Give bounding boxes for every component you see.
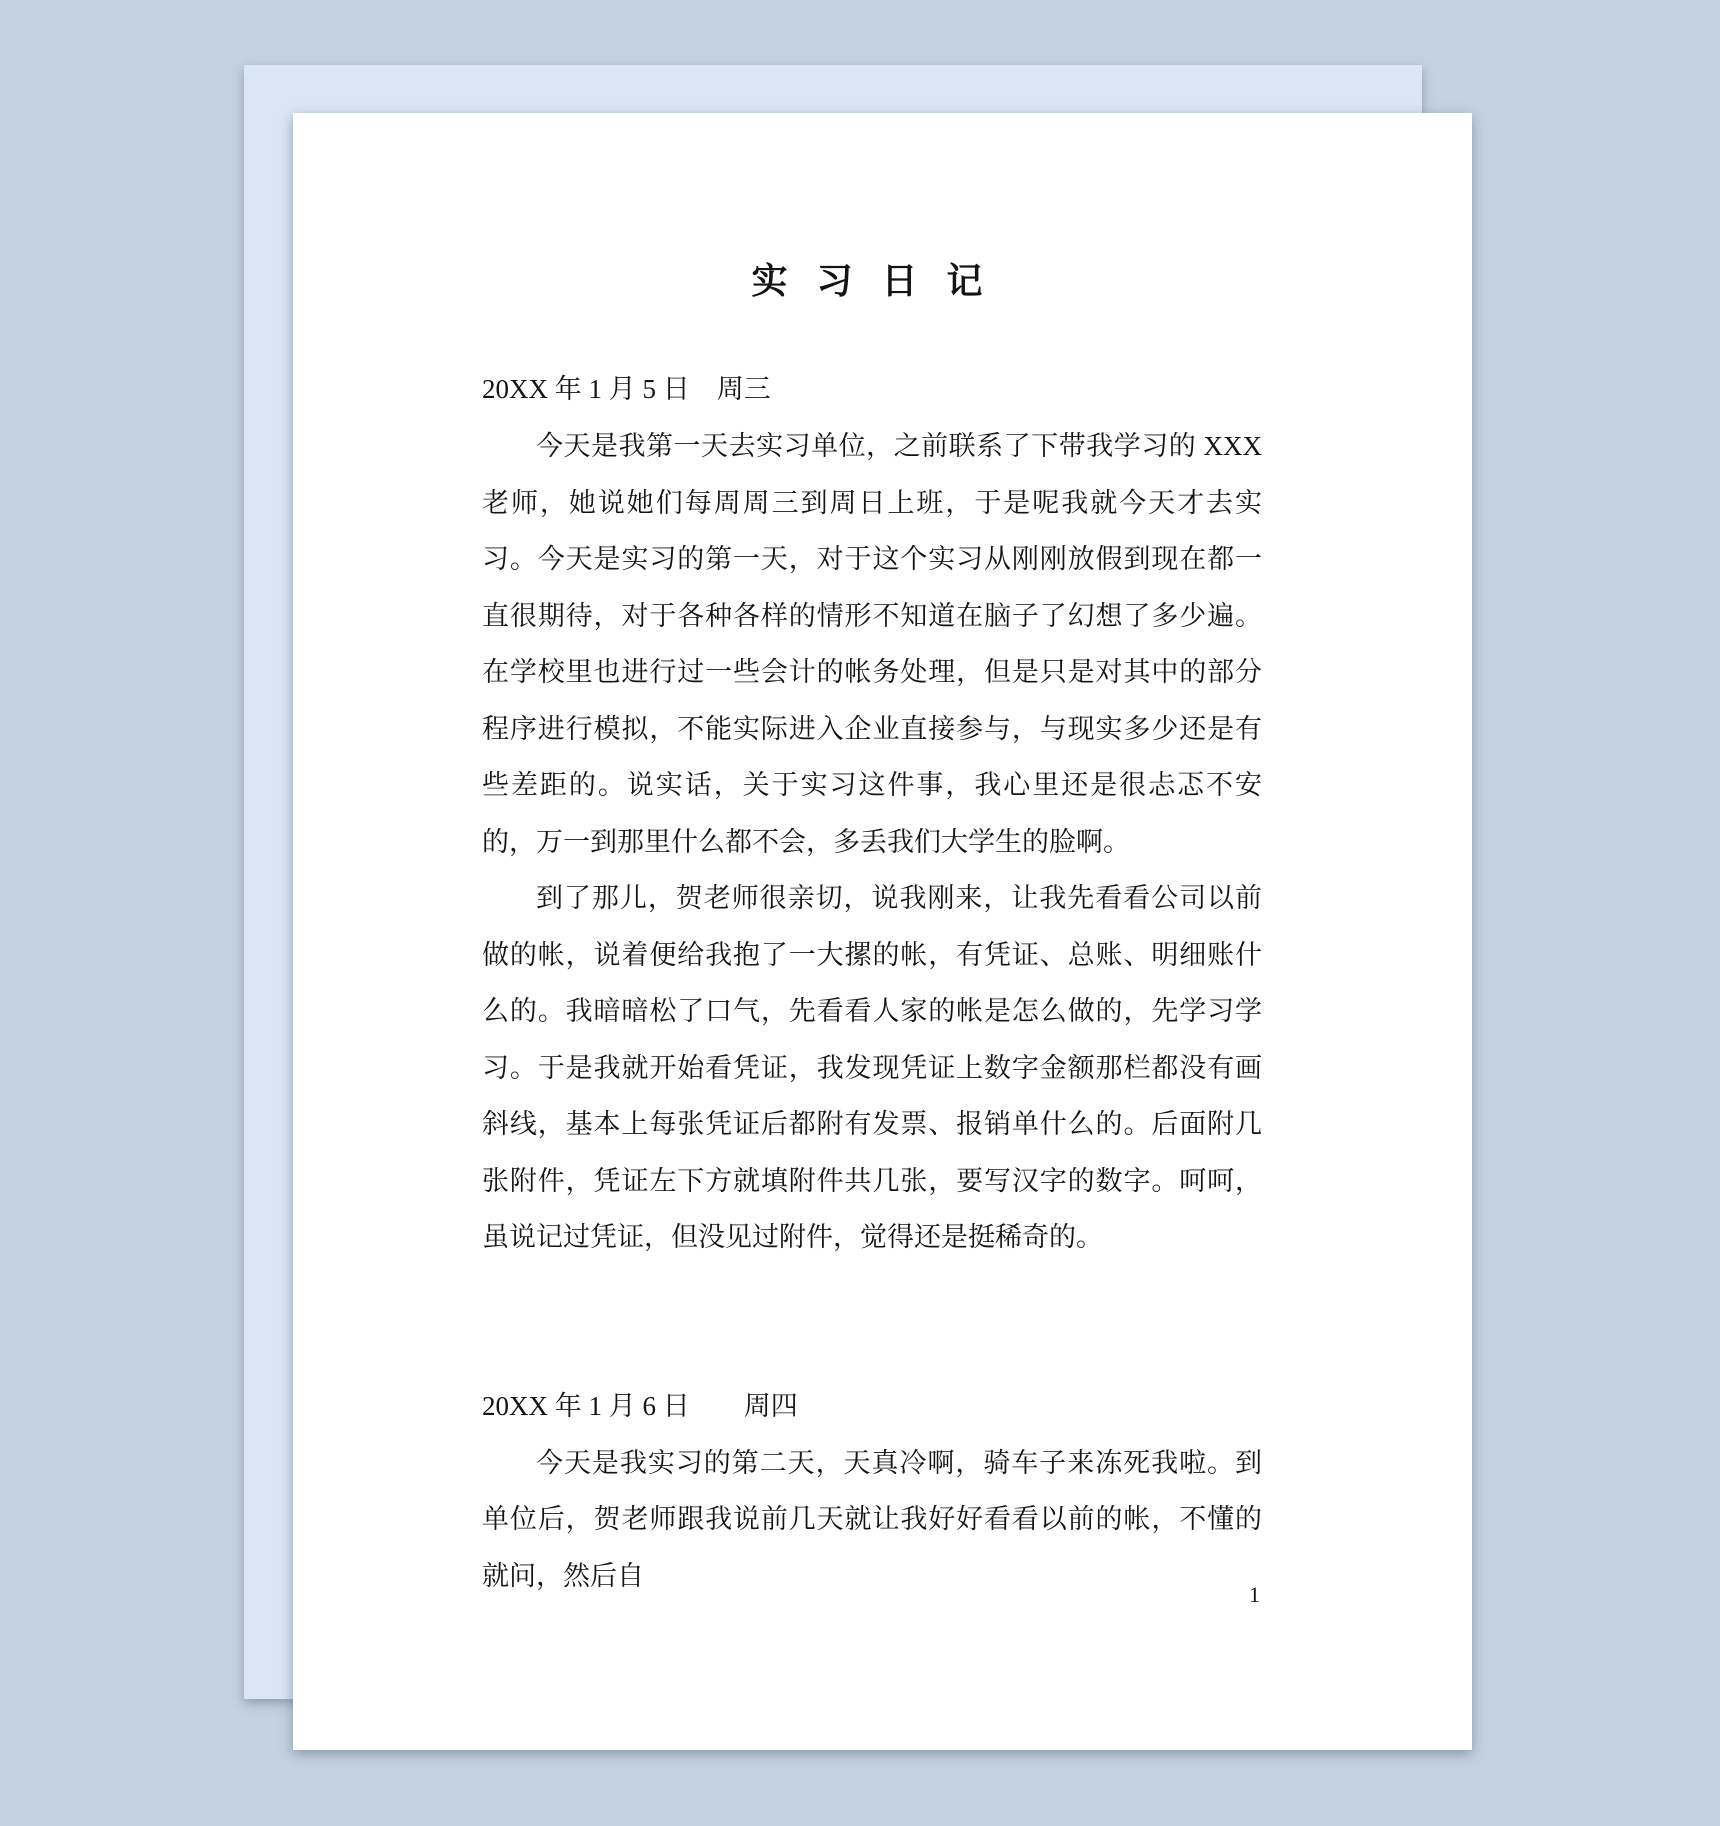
entry-date: 20XX 年 1 月 5 日 周三 [482, 374, 771, 404]
diary-entry [482, 361, 1262, 1266]
page-number: 1 [1249, 1582, 1260, 1607]
entry-paragraph: 今天是我实习的第二天，天真冷啊，骑车子来冻死我啦。到单位后，贺老师跟我说前几天就让我好好看看以前的帐，不懂的就问，然后自 [482, 1447, 1262, 1591]
diary-entry [482, 1378, 1262, 1605]
entry-date: 20XX 年 1 月 6 日 周四 [482, 1390, 798, 1421]
document-page [293, 113, 1472, 1750]
entry-paragraph: 到了那儿，贺老师很亲切，说我刚来，让我先看看公司以前做的帐，说着便给我抱了一大摞的帐，有凭证、总账、明细账什么的。我暗暗松了口气，先看看人家的帐是怎么做的，先学习学习。于是我就开始看凭证，我发现凭证上数字金额那栏都没有画斜线，基本上每张凭证后都附有发票、报销单什么的。后面附几张附件，凭证左下方就填附件共几张，要写汉字的数字。呵呵，虽说记过凭证，但没见过附件，觉得还是挺稀奇的。 [482, 883, 1262, 1252]
document-title: 实 习 日 记 [751, 261, 993, 301]
entry-paragraph: 今天是我第一天去实习单位，之前联系了下带我学习的 XXX 老师，她说她们每周周三到周日上班，于是呢我就今天才去实习。今天是实习的第一天，对于这个实习从刚刚放假到现在都一直很期待，对于各种各样的情形不知道在脑子了幻想了多少遍。在学校里也进行过一些会计的帐务处理，但是只是对其中的部分程序进行模拟，不能实际进入企业直接参与，与现实多少还是有些差距的。说实话，关于实习这件事，我心里还是很忐忑不安的，万一到那里什么都不会，多丢我们大学生的脸啊。 [482, 431, 1262, 857]
